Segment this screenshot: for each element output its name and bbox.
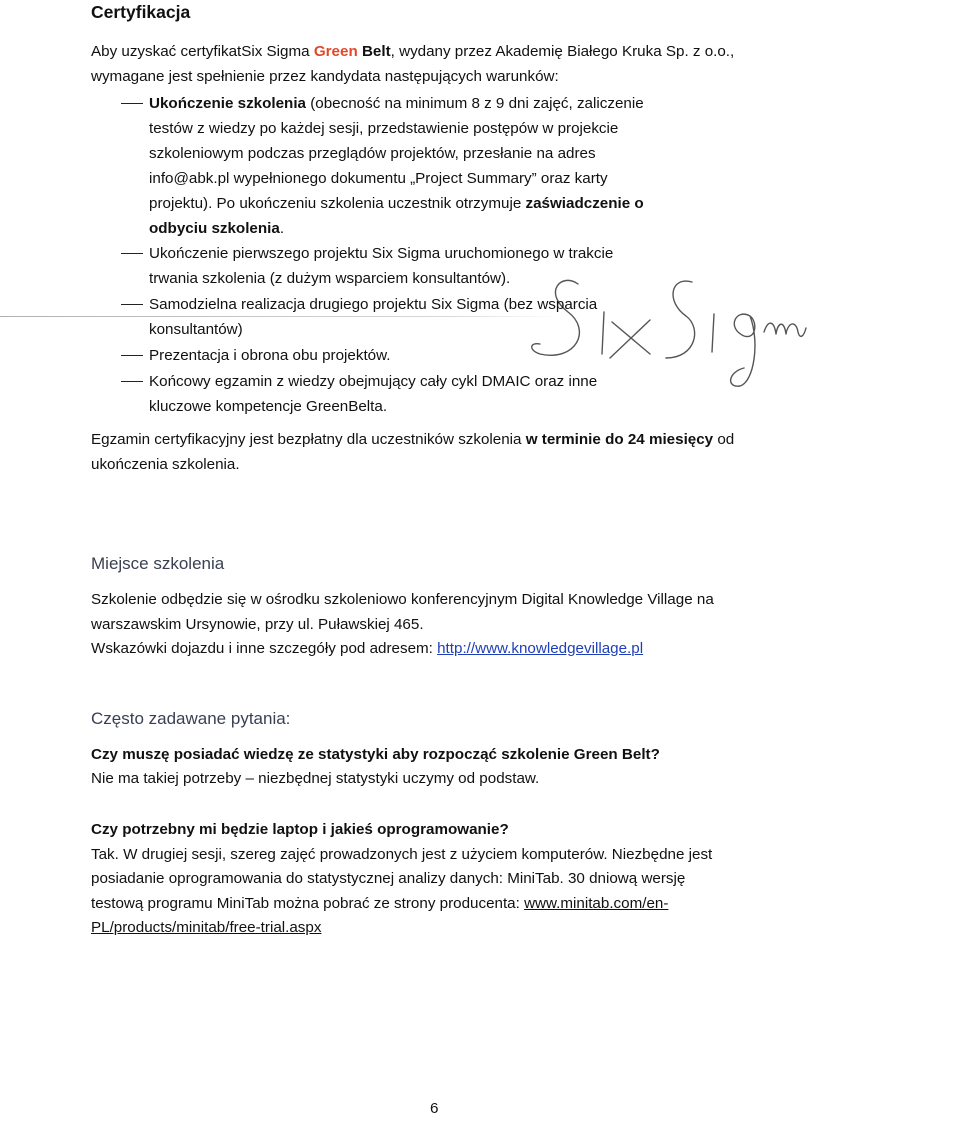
list-item-1-rest: (obecność na minimum 8 z 9 dni zajęć, zaliczenie (306, 95, 644, 112)
list-item-1-line5-text: projektu). Po ukończeniu szkolenia uczestnik otrzymuje (149, 195, 526, 212)
location-line2: warszawskim Ursynowie, przy ul. Puławskiej 465. (91, 616, 424, 633)
certification-intro-line2: wymagane jest spełnienie przez kandydata następujących warunków: (91, 68, 559, 85)
exam-line2: ukończenia szkolenia. (91, 456, 240, 473)
list-item-1-line6 (149, 217, 284, 241)
list-item-1-line5 (149, 192, 644, 216)
minitab-link-part1[interactable]: www.minitab.com/en- (524, 895, 669, 912)
faq-answer-2-line4 (91, 916, 321, 940)
exam-text: Egzamin certyfikacyjny jest bezpłatny dla uczestników szkolenia (91, 431, 526, 448)
exam-text-post: od (713, 431, 735, 448)
intro-belt: Belt (357, 43, 391, 60)
list-item-2-line2: trwania szkolenia (z dużym wsparciem konsultantów). (149, 270, 511, 287)
list-item-2-line1: Ukończenie pierwszego projektu Six Sigma uruchomionego w trakcie (149, 245, 614, 262)
list-item-1-line6-rest: . (279, 220, 285, 237)
list-item-1-line1 (149, 92, 644, 116)
exam-bold: w terminie do 24 miesięcy (525, 431, 714, 448)
page-number: 6 (430, 1100, 439, 1117)
faq-heading: Często zadawane pytania: (91, 709, 291, 728)
list-bullet (121, 103, 143, 104)
location-line1: Szkolenie odbędzie się w ośrodku szkoleniowo konferencyjnym Digital Knowledge Village na (91, 591, 714, 608)
list-item-1-line4: info@abk.pl wypełnionego dokumentu „Project Summary” oraz karty (149, 170, 608, 187)
intro-green: Green (313, 43, 358, 60)
faq-answer-2-line2: posiadanie oprogramowania do statystycznej analizy danych: MiniTab. 30 dniową wersję (91, 870, 686, 887)
list-item-3-line2: konsultantów) (149, 321, 243, 338)
list-item-5-line1: Końcowy egzamin z wiedzy obejmujący cały cykl DMAIC oraz inne (149, 373, 598, 390)
list-item-5-line2: kluczowe kompetencje GreenBelta. (149, 398, 388, 415)
faq-answer-1: Nie ma takiej potrzeby – niezbędnej statystyki uczymy od podstaw. (91, 770, 540, 787)
certification-intro-line1 (91, 40, 734, 64)
faq-question-1: Czy muszę posiadać wiedzę ze statystyki aby rozpocząć szkolenie Green Belt? (91, 746, 660, 763)
intro-text: Aby uzyskać certyfikatSix Sigma (91, 43, 314, 60)
location-line3 (91, 637, 643, 661)
list-bullet (121, 253, 143, 254)
faq-answer-2-line3-text: testową programu MiniTab można pobrać ze strony producenta: (91, 895, 525, 912)
minitab-link-part2[interactable]: PL/products/minitab/free-trial.aspx (91, 919, 322, 936)
list-item-1-line2: testów z wiedzy po każdej sesji, przedstawienie postępów w projekcie (149, 120, 619, 137)
faq-answer-2-line1: Tak. W drugiej sesji, szereg zajęć prowadzonych jest z użyciem komputerów. Niezbędne jest (91, 846, 713, 863)
list-bullet (121, 381, 143, 382)
certification-heading: Certyfikacja (91, 2, 191, 22)
list-item-1-bold: Ukończenie szkolenia (149, 95, 306, 112)
faq-question-2: Czy potrzebny mi będzie laptop i jakieś oprogramowanie? (91, 821, 509, 838)
list-item-1-line3: szkoleniowym podczas przeglądów projektów, przesłanie na adres (149, 145, 596, 162)
list-item-4-line1: Prezentacja i obrona obu projektów. (149, 347, 391, 364)
location-heading: Miejsce szkolenia (91, 554, 225, 573)
exam-line1 (91, 428, 734, 452)
knowledgevillage-link[interactable]: http://www.knowledgevillage.pl (437, 640, 644, 657)
list-item-1-line6-bold: odbyciu szkolenia (149, 220, 280, 237)
list-bullet (121, 355, 143, 356)
intro-text-post: , wydany przez Akademię Białego Kruka Sp. z o.o., (390, 43, 735, 60)
faq-answer-2-line3 (91, 892, 668, 916)
location-line3-text: Wskazówki dojazdu i inne szczegóły pod adresem: (91, 640, 438, 657)
list-bullet (121, 304, 143, 305)
list-item-1-line5-bold: zaświadczenie o (525, 195, 644, 212)
list-item-3-line1: Samodzielna realizacja drugiego projektu Six Sigma (bez wsparcia (149, 296, 598, 313)
